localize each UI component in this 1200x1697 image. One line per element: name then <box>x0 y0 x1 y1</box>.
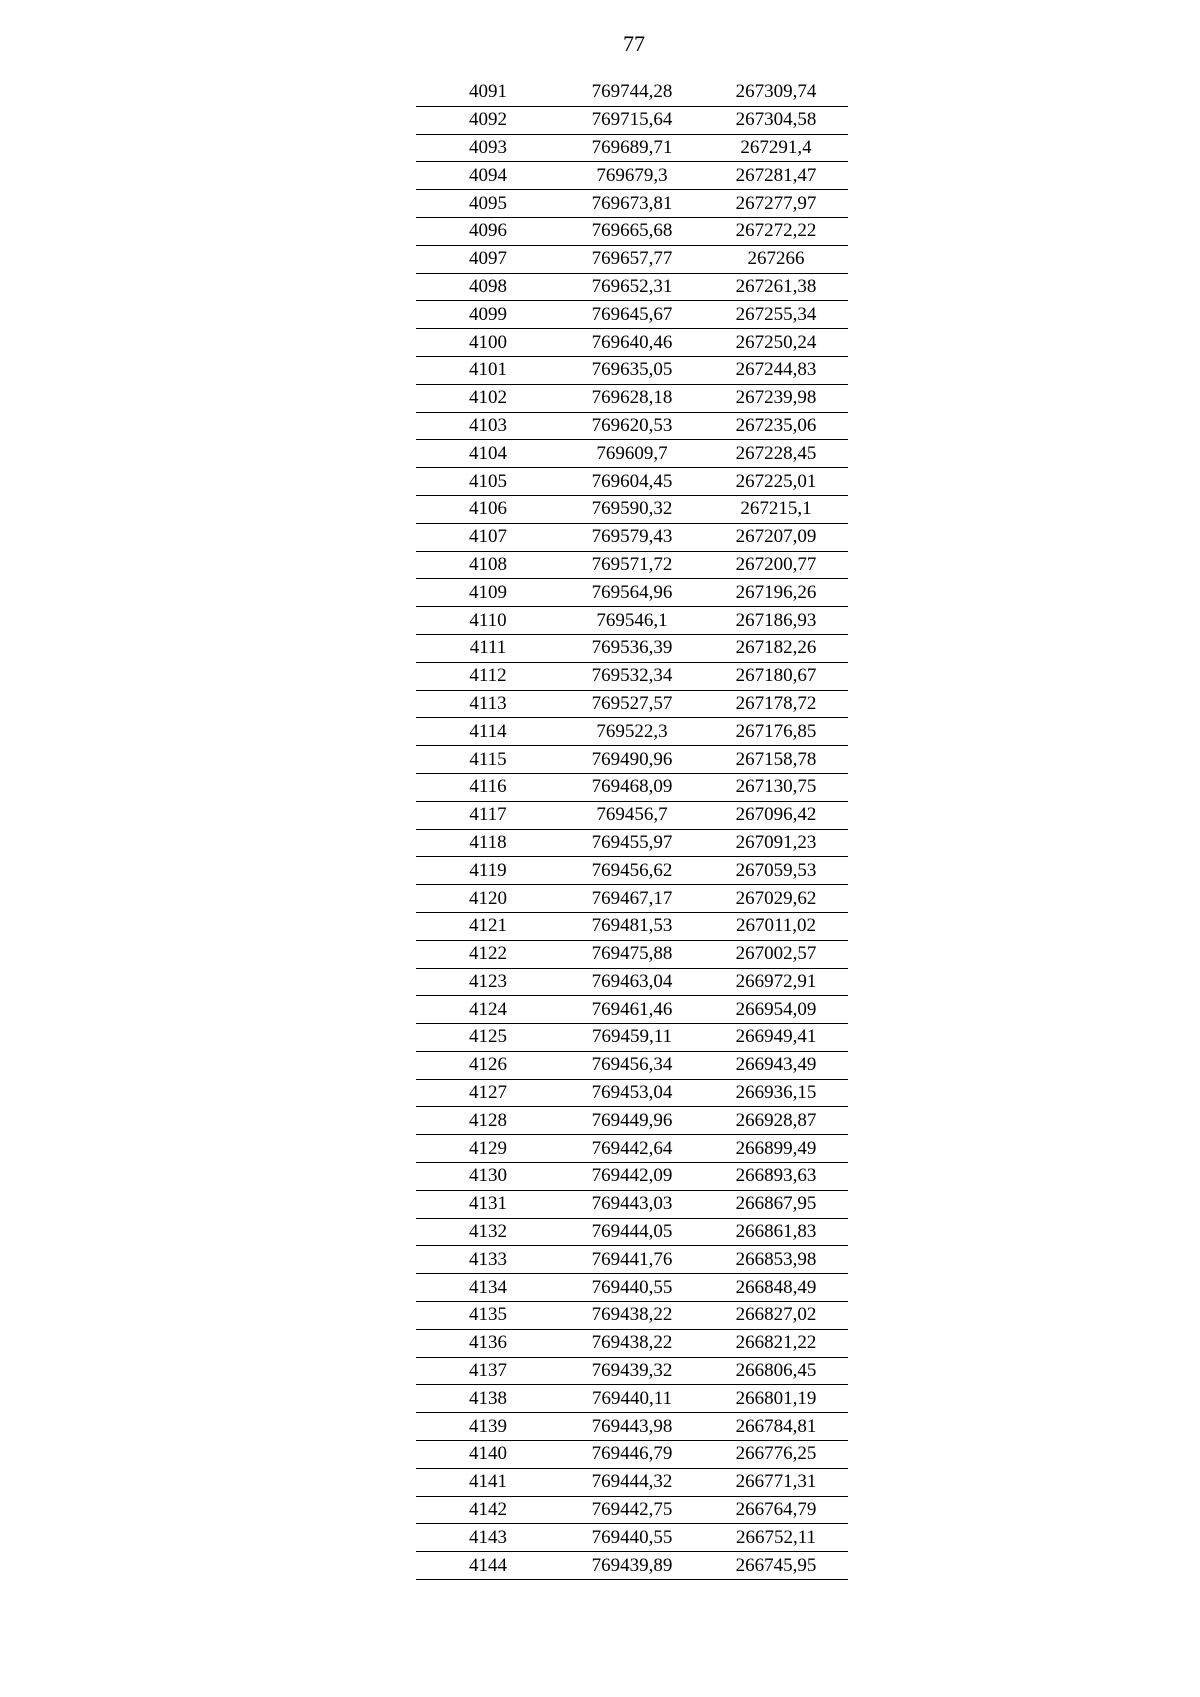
y-coordinate-cell: 266899,49 <box>704 1135 848 1163</box>
y-coordinate-cell: 267215,1 <box>704 495 848 523</box>
x-coordinate-cell: 769527,57 <box>560 690 704 718</box>
x-coordinate-cell: 769439,89 <box>560 1552 704 1580</box>
table-row <box>416 106 848 134</box>
table-row <box>416 1524 848 1552</box>
point-number-cell: 4125 <box>416 1024 560 1052</box>
y-coordinate-cell: 267176,85 <box>704 718 848 746</box>
table-row <box>416 1051 848 1079</box>
x-coordinate-cell: 769446,79 <box>560 1441 704 1469</box>
x-coordinate-cell: 769439,32 <box>560 1357 704 1385</box>
x-coordinate-cell: 769449,96 <box>560 1107 704 1135</box>
point-number-cell: 4095 <box>416 190 560 218</box>
x-coordinate-cell: 769689,71 <box>560 134 704 162</box>
x-coordinate-cell: 769442,09 <box>560 1163 704 1191</box>
x-coordinate-cell: 769665,68 <box>560 217 704 245</box>
table-row <box>416 1302 848 1330</box>
point-number-cell: 4097 <box>416 245 560 273</box>
x-coordinate-cell: 769645,67 <box>560 301 704 329</box>
y-coordinate-cell: 266827,02 <box>704 1302 848 1330</box>
page-number: 77 <box>623 31 645 56</box>
point-number-cell: 4116 <box>416 773 560 801</box>
y-coordinate-cell: 267200,77 <box>704 551 848 579</box>
y-coordinate-cell: 266972,91 <box>704 968 848 996</box>
point-number-cell: 4098 <box>416 273 560 301</box>
y-coordinate-cell: 266806,45 <box>704 1357 848 1385</box>
y-coordinate-cell: 267002,57 <box>704 940 848 968</box>
point-number-cell: 4120 <box>416 885 560 913</box>
table-row <box>416 217 848 245</box>
x-coordinate-cell: 769443,03 <box>560 1190 704 1218</box>
coordinates-table-body <box>416 79 848 1580</box>
coordinates-table <box>416 79 848 1580</box>
table-row <box>416 1468 848 1496</box>
table-row <box>416 1357 848 1385</box>
y-coordinate-cell: 267091,23 <box>704 829 848 857</box>
table-row <box>416 1441 848 1469</box>
point-number-cell: 4128 <box>416 1107 560 1135</box>
x-coordinate-cell: 769490,96 <box>560 746 704 774</box>
point-number-cell: 4141 <box>416 1468 560 1496</box>
point-number-cell: 4121 <box>416 912 560 940</box>
point-number-cell: 4111 <box>416 634 560 662</box>
table-row <box>416 690 848 718</box>
x-coordinate-cell: 769456,34 <box>560 1051 704 1079</box>
x-coordinate-cell: 769442,75 <box>560 1496 704 1524</box>
point-number-cell: 4134 <box>416 1274 560 1302</box>
point-number-cell: 4133 <box>416 1246 560 1274</box>
table-row <box>416 1329 848 1357</box>
x-coordinate-cell: 769628,18 <box>560 384 704 412</box>
x-coordinate-cell: 769609,7 <box>560 440 704 468</box>
y-coordinate-cell: 267059,53 <box>704 857 848 885</box>
table-row <box>416 1552 848 1580</box>
x-coordinate-cell: 769443,98 <box>560 1413 704 1441</box>
y-coordinate-cell: 267158,78 <box>704 746 848 774</box>
table-row <box>416 885 848 913</box>
point-number-cell: 4108 <box>416 551 560 579</box>
y-coordinate-cell: 267244,83 <box>704 356 848 384</box>
point-number-cell: 4142 <box>416 1496 560 1524</box>
x-coordinate-cell: 769444,32 <box>560 1468 704 1496</box>
point-number-cell: 4139 <box>416 1413 560 1441</box>
point-number-cell: 4105 <box>416 468 560 496</box>
point-number-cell: 4101 <box>416 356 560 384</box>
y-coordinate-cell: 266936,15 <box>704 1079 848 1107</box>
y-coordinate-cell: 266893,63 <box>704 1163 848 1191</box>
table-row <box>416 1024 848 1052</box>
table-row <box>416 1163 848 1191</box>
point-number-cell: 4106 <box>416 495 560 523</box>
x-coordinate-cell: 769481,53 <box>560 912 704 940</box>
x-coordinate-cell: 769468,09 <box>560 773 704 801</box>
table-row <box>416 1079 848 1107</box>
table-row <box>416 940 848 968</box>
table-row <box>416 329 848 357</box>
point-number-cell: 4143 <box>416 1524 560 1552</box>
table-row <box>416 468 848 496</box>
table-row <box>416 1246 848 1274</box>
x-coordinate-cell: 769442,64 <box>560 1135 704 1163</box>
y-coordinate-cell: 266752,11 <box>704 1524 848 1552</box>
point-number-cell: 4131 <box>416 1190 560 1218</box>
y-coordinate-cell: 267178,72 <box>704 690 848 718</box>
point-number-cell: 4096 <box>416 217 560 245</box>
table-row <box>416 384 848 412</box>
x-coordinate-cell: 769440,55 <box>560 1274 704 1302</box>
point-number-cell: 4137 <box>416 1357 560 1385</box>
y-coordinate-cell: 266776,25 <box>704 1441 848 1469</box>
point-number-cell: 4107 <box>416 523 560 551</box>
table-row <box>416 968 848 996</box>
point-number-cell: 4091 <box>416 79 560 106</box>
x-coordinate-cell: 769571,72 <box>560 551 704 579</box>
x-coordinate-cell: 769453,04 <box>560 1079 704 1107</box>
table-row <box>416 134 848 162</box>
x-coordinate-cell: 769620,53 <box>560 412 704 440</box>
x-coordinate-cell: 769652,31 <box>560 273 704 301</box>
table-row <box>416 523 848 551</box>
x-coordinate-cell: 769657,77 <box>560 245 704 273</box>
point-number-cell: 4126 <box>416 1051 560 1079</box>
table-row <box>416 801 848 829</box>
point-number-cell: 4135 <box>416 1302 560 1330</box>
x-coordinate-cell: 769475,88 <box>560 940 704 968</box>
point-number-cell: 4138 <box>416 1385 560 1413</box>
table-row <box>416 857 848 885</box>
table-row <box>416 579 848 607</box>
table-row <box>416 1496 848 1524</box>
y-coordinate-cell: 267029,62 <box>704 885 848 913</box>
point-number-cell: 4122 <box>416 940 560 968</box>
y-coordinate-cell: 267281,47 <box>704 162 848 190</box>
table-row <box>416 996 848 1024</box>
x-coordinate-cell: 769679,3 <box>560 162 704 190</box>
point-number-cell: 4100 <box>416 329 560 357</box>
table-row <box>416 273 848 301</box>
y-coordinate-cell: 266954,09 <box>704 996 848 1024</box>
point-number-cell: 4132 <box>416 1218 560 1246</box>
x-coordinate-cell: 769455,97 <box>560 829 704 857</box>
y-coordinate-cell: 267309,74 <box>704 79 848 106</box>
point-number-cell: 4140 <box>416 1441 560 1469</box>
table-row <box>416 662 848 690</box>
x-coordinate-cell: 769456,62 <box>560 857 704 885</box>
table-row <box>416 440 848 468</box>
table-row <box>416 607 848 635</box>
x-coordinate-cell: 769438,22 <box>560 1302 704 1330</box>
x-coordinate-cell: 769441,76 <box>560 1246 704 1274</box>
x-coordinate-cell: 769640,46 <box>560 329 704 357</box>
y-coordinate-cell: 267180,67 <box>704 662 848 690</box>
x-coordinate-cell: 769438,22 <box>560 1329 704 1357</box>
point-number-cell: 4136 <box>416 1329 560 1357</box>
point-number-cell: 4115 <box>416 746 560 774</box>
y-coordinate-cell: 266943,49 <box>704 1051 848 1079</box>
y-coordinate-cell: 267266 <box>704 245 848 273</box>
y-coordinate-cell: 267272,22 <box>704 217 848 245</box>
y-coordinate-cell: 266801,19 <box>704 1385 848 1413</box>
table-row <box>416 912 848 940</box>
y-coordinate-cell: 266764,79 <box>704 1496 848 1524</box>
table-row <box>416 1413 848 1441</box>
table-row <box>416 301 848 329</box>
x-coordinate-cell: 769456,7 <box>560 801 704 829</box>
y-coordinate-cell: 267182,26 <box>704 634 848 662</box>
table-row <box>416 773 848 801</box>
point-number-cell: 4093 <box>416 134 560 162</box>
x-coordinate-cell: 769744,28 <box>560 79 704 106</box>
x-coordinate-cell: 769467,17 <box>560 885 704 913</box>
point-number-cell: 4109 <box>416 579 560 607</box>
table-row <box>416 551 848 579</box>
table-row <box>416 79 848 106</box>
table-row <box>416 718 848 746</box>
point-number-cell: 4113 <box>416 690 560 718</box>
point-number-cell: 4117 <box>416 801 560 829</box>
y-coordinate-cell: 267225,01 <box>704 468 848 496</box>
x-coordinate-cell: 769546,1 <box>560 607 704 635</box>
point-number-cell: 4129 <box>416 1135 560 1163</box>
x-coordinate-cell: 769604,45 <box>560 468 704 496</box>
x-coordinate-cell: 769590,32 <box>560 495 704 523</box>
x-coordinate-cell: 769440,55 <box>560 1524 704 1552</box>
x-coordinate-cell: 769459,11 <box>560 1024 704 1052</box>
table-row <box>416 634 848 662</box>
y-coordinate-cell: 267304,58 <box>704 106 848 134</box>
y-coordinate-cell: 267277,97 <box>704 190 848 218</box>
table-row <box>416 1218 848 1246</box>
table-row <box>416 1107 848 1135</box>
y-coordinate-cell: 267250,24 <box>704 329 848 357</box>
y-coordinate-cell: 266771,31 <box>704 1468 848 1496</box>
point-number-cell: 4127 <box>416 1079 560 1107</box>
y-coordinate-cell: 267261,38 <box>704 273 848 301</box>
point-number-cell: 4130 <box>416 1163 560 1191</box>
x-coordinate-cell: 769461,46 <box>560 996 704 1024</box>
table-row <box>416 495 848 523</box>
point-number-cell: 4124 <box>416 996 560 1024</box>
point-number-cell: 4110 <box>416 607 560 635</box>
table-row <box>416 1385 848 1413</box>
x-coordinate-cell: 769564,96 <box>560 579 704 607</box>
y-coordinate-cell: 266745,95 <box>704 1552 848 1580</box>
y-coordinate-cell: 267096,42 <box>704 801 848 829</box>
table-row <box>416 1190 848 1218</box>
point-number-cell: 4114 <box>416 718 560 746</box>
y-coordinate-cell: 266853,98 <box>704 1246 848 1274</box>
x-coordinate-cell: 769532,34 <box>560 662 704 690</box>
point-number-cell: 4123 <box>416 968 560 996</box>
point-number-cell: 4102 <box>416 384 560 412</box>
table-row <box>416 162 848 190</box>
x-coordinate-cell: 769440,11 <box>560 1385 704 1413</box>
y-coordinate-cell: 267239,98 <box>704 384 848 412</box>
point-number-cell: 4104 <box>416 440 560 468</box>
y-coordinate-cell: 266784,81 <box>704 1413 848 1441</box>
point-number-cell: 4094 <box>416 162 560 190</box>
x-coordinate-cell: 769522,3 <box>560 718 704 746</box>
x-coordinate-cell: 769463,04 <box>560 968 704 996</box>
y-coordinate-cell: 267207,09 <box>704 523 848 551</box>
y-coordinate-cell: 267228,45 <box>704 440 848 468</box>
y-coordinate-cell: 266949,41 <box>704 1024 848 1052</box>
y-coordinate-cell: 267130,75 <box>704 773 848 801</box>
point-number-cell: 4103 <box>416 412 560 440</box>
table-row <box>416 1135 848 1163</box>
table-row <box>416 829 848 857</box>
x-coordinate-cell: 769444,05 <box>560 1218 704 1246</box>
point-number-cell: 4119 <box>416 857 560 885</box>
y-coordinate-cell: 267011,02 <box>704 912 848 940</box>
x-coordinate-cell: 769673,81 <box>560 190 704 218</box>
point-number-cell: 4112 <box>416 662 560 690</box>
y-coordinate-cell: 266867,95 <box>704 1190 848 1218</box>
x-coordinate-cell: 769635,05 <box>560 356 704 384</box>
point-number-cell: 4144 <box>416 1552 560 1580</box>
table-row <box>416 356 848 384</box>
point-number-cell: 4099 <box>416 301 560 329</box>
table-row <box>416 245 848 273</box>
y-coordinate-cell: 267235,06 <box>704 412 848 440</box>
y-coordinate-cell: 267186,93 <box>704 607 848 635</box>
point-number-cell: 4118 <box>416 829 560 857</box>
table-row <box>416 746 848 774</box>
y-coordinate-cell: 266848,49 <box>704 1274 848 1302</box>
y-coordinate-cell: 267196,26 <box>704 579 848 607</box>
x-coordinate-cell: 769579,43 <box>560 523 704 551</box>
table-row <box>416 412 848 440</box>
y-coordinate-cell: 266928,87 <box>704 1107 848 1135</box>
y-coordinate-cell: 267291,4 <box>704 134 848 162</box>
y-coordinate-cell: 266861,83 <box>704 1218 848 1246</box>
table-row <box>416 1274 848 1302</box>
table-row <box>416 190 848 218</box>
point-number-cell: 4092 <box>416 106 560 134</box>
y-coordinate-cell: 267255,34 <box>704 301 848 329</box>
x-coordinate-cell: 769715,64 <box>560 106 704 134</box>
x-coordinate-cell: 769536,39 <box>560 634 704 662</box>
y-coordinate-cell: 266821,22 <box>704 1329 848 1357</box>
